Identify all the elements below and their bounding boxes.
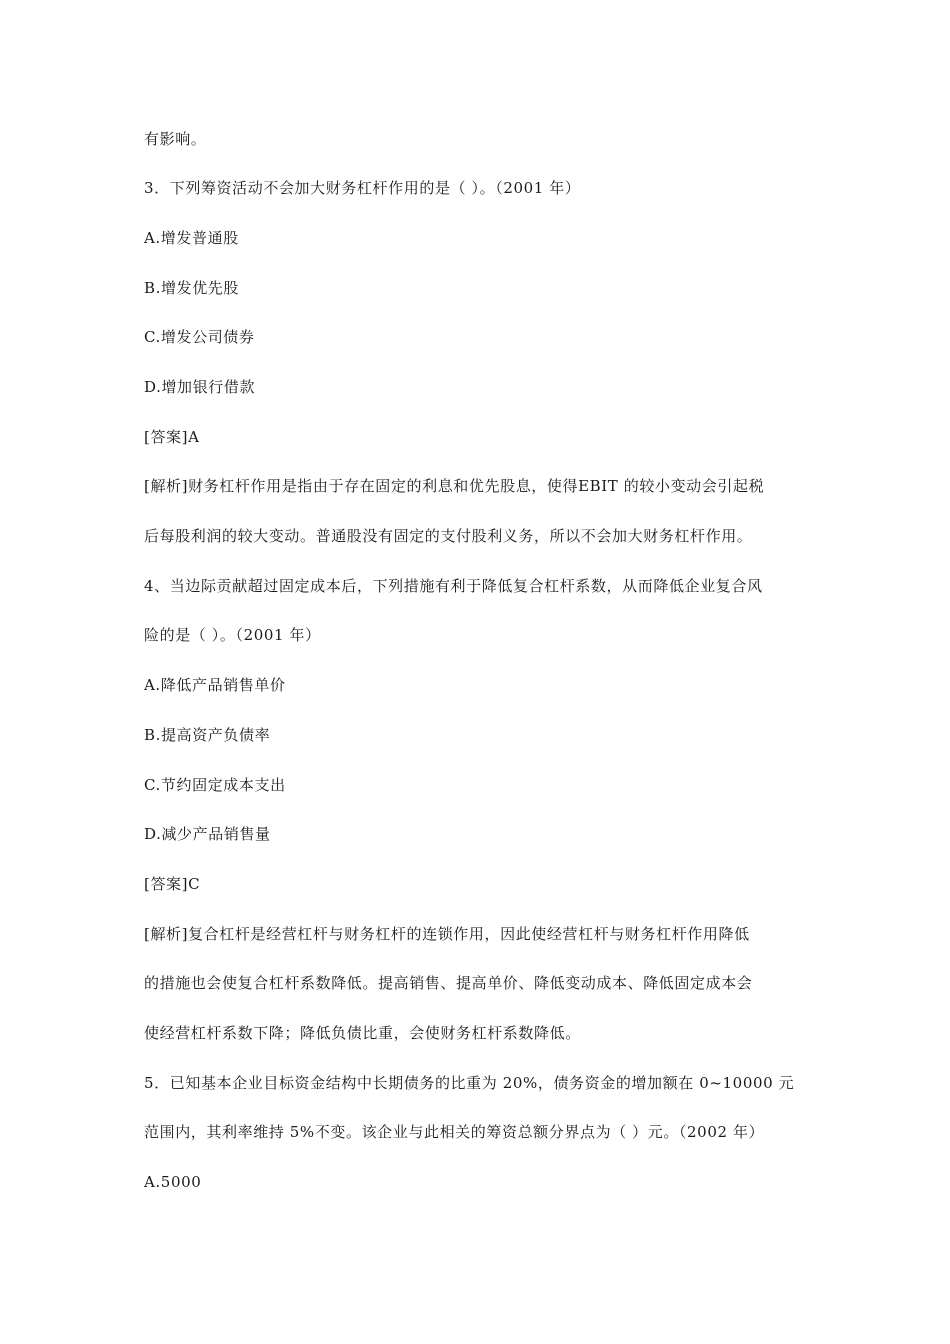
question-3: 3．下列筹资活动不会加大财务杠杆作用的是（ ）。（2001 年） (144, 179, 581, 197)
question-4: 4、当边际贡献超过固定成本后，下列措施有利于降低复合杠杆系数，从而降低企业复合风 (144, 577, 763, 595)
option-d: D.减少产品销售量 (144, 825, 271, 843)
text-line: 有影响。 (144, 130, 207, 148)
option-b: B.增发优先股 (144, 279, 239, 297)
option-a: A.降低产品销售单价 (144, 676, 286, 694)
answer: [答案]A (144, 428, 200, 446)
explanation-line: 后每股利润的较大变动。普通股没有固定的支付股利义务，所以不会加大财务杠杆作用。 (144, 527, 753, 545)
explanation-line: 使经营杠杆系数下降；降低负债比重，会使财务杠杆系数降低。 (144, 1024, 581, 1042)
option-a: A.增发普通股 (144, 229, 239, 247)
option-c: C.节约固定成本支出 (144, 776, 286, 794)
explanation-line: [解析]复合杠杆是经营杠杆与财务杠杆的连锁作用，因此使经营杠杆与财务杠杆作用降低 (144, 925, 750, 943)
explanation-line: [解析]财务杠杆作用是指由于存在固定的利息和优先股息，使得EBIT 的较小变动会引起税 (144, 477, 765, 495)
option-c: C.增发公司债券 (144, 328, 255, 346)
question-5-continued: 范围内，其利率维持 5%不变。该企业与此相关的筹资总额分界点为（ ）元。（2002 年） (144, 1123, 765, 1141)
option-b: B.提高资产负债率 (144, 726, 271, 744)
question-5: 5．已知基本企业目标资金结构中长期债务的比重为 20%，债务资金的增加额在 0~10000 元 (144, 1074, 795, 1092)
option-d: D.增加银行借款 (144, 378, 256, 396)
option-a: A.5000 (144, 1173, 202, 1191)
answer: [答案]C (144, 875, 201, 893)
explanation-line: 的措施也会使复合杠杆系数降低。提高销售、提高单价、降低变动成本、降低固定成本会 (144, 974, 753, 992)
question-4-continued: 险的是（ ）。（2001 年） (144, 626, 321, 644)
